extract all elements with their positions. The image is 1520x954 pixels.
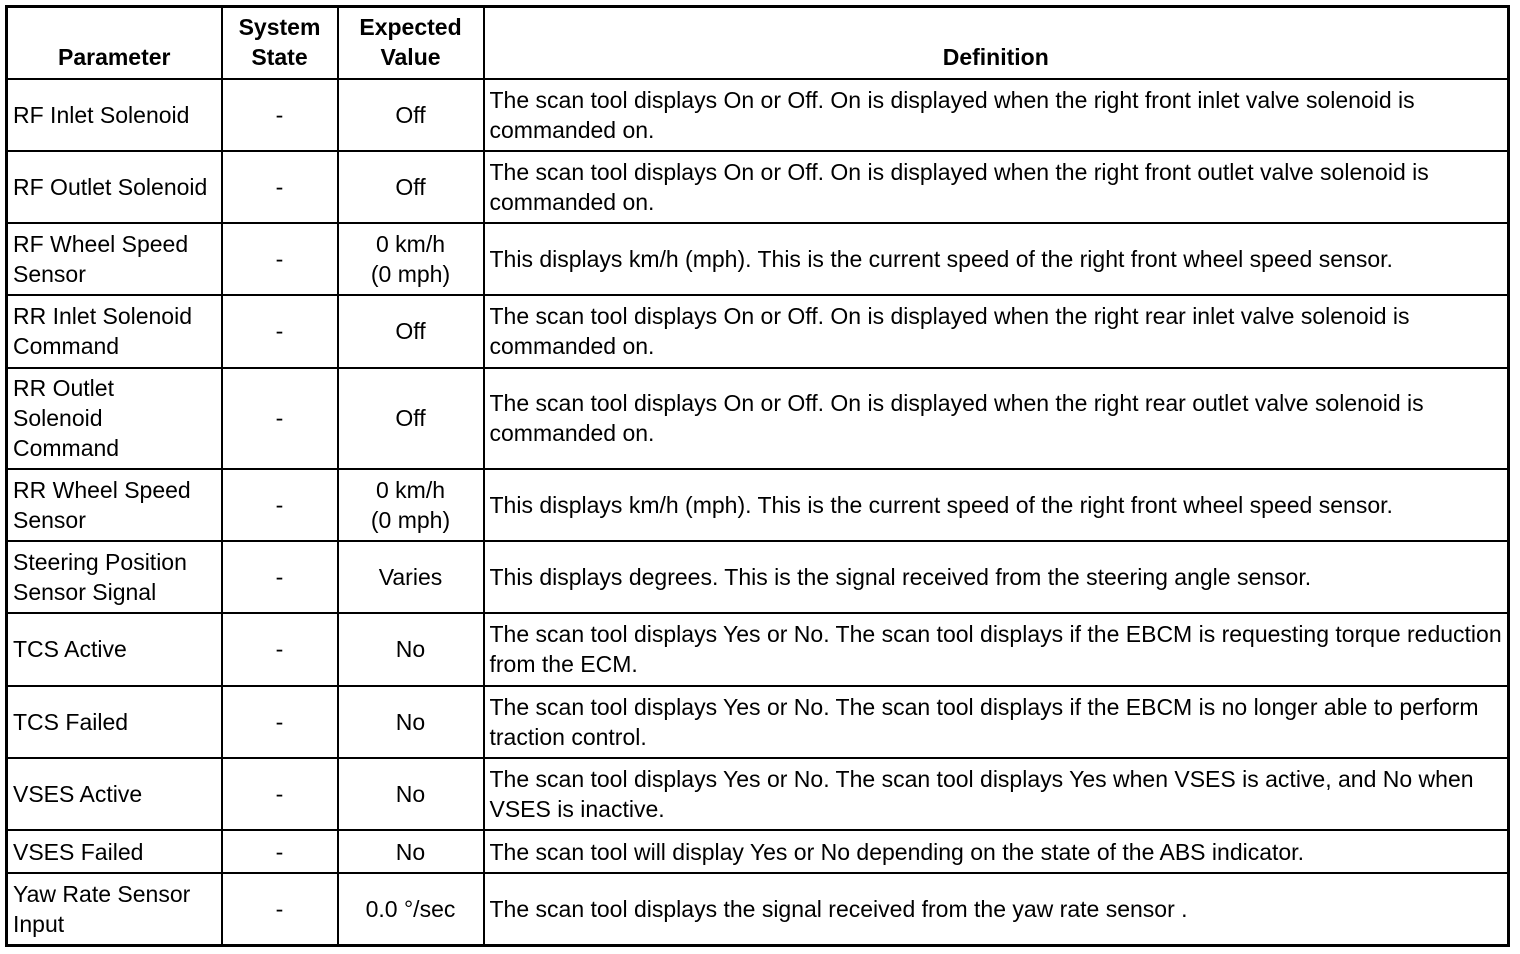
parameter-cell: Yaw Rate Sensor Input [7,873,222,945]
expected-value-cell: 0 km/h (0 mph) [338,223,484,295]
expected-value-cell: Off [338,151,484,223]
table-row [7,541,1509,613]
table-header-row [7,7,1509,79]
definition-cell: The scan tool displays Yes or No. The scan tool displays Yes when VSES is active, and No when VSES is inactive. [484,758,1509,830]
definition-cell: The scan tool will display Yes or No depending on the state of the ABS indicator. [484,830,1509,873]
parameter-cell: Steering Position Sensor Signal [7,541,222,613]
expected-value-cell: Off [338,368,484,469]
expected-value-cell: No [338,613,484,685]
table-row [7,830,1509,873]
table-row [7,469,1509,541]
table-row [7,758,1509,830]
expected-value-cell: 0 km/h (0 mph) [338,469,484,541]
definition-cell: The scan tool displays the signal received from the yaw rate sensor . [484,873,1509,945]
expected-value-cell: No [338,686,484,758]
definition-cell: The scan tool displays On or Off. On is displayed when the right rear outlet valve solenoid is commanded on. [484,368,1509,469]
system-state-cell: - [222,368,338,469]
system-state-cell: - [222,758,338,830]
system-state-cell: - [222,686,338,758]
parameter-cell: RF Inlet Solenoid [7,79,222,151]
table-row [7,79,1509,151]
table-row [7,151,1509,223]
definition-cell: The scan tool displays Yes or No. The scan tool displays if the EBCM is requesting torque reduction from the ECM. [484,613,1509,685]
definition-cell: The scan tool displays On or Off. On is displayed when the right front outlet valve solenoid is commanded on. [484,151,1509,223]
system-state-cell: - [222,469,338,541]
system-state-cell: - [222,295,338,367]
table-row [7,686,1509,758]
parameter-cell: RR Wheel Speed Sensor [7,469,222,541]
parameter-cell: RF Outlet Solenoid [7,151,222,223]
header-parameter: Parameter [7,7,222,79]
system-state-cell: - [222,830,338,873]
system-state-cell: - [222,151,338,223]
system-state-cell: - [222,79,338,151]
parameter-cell: TCS Active [7,613,222,685]
header-definition: Definition [484,7,1509,79]
table-row [7,368,1509,469]
parameter-cell: RR Outlet Solenoid Command [7,368,222,469]
expected-value-cell: Off [338,79,484,151]
parameter-cell: RF Wheel Speed Sensor [7,223,222,295]
parameter-cell: TCS Failed [7,686,222,758]
system-state-cell: - [222,223,338,295]
parameter-cell: VSES Active [7,758,222,830]
table-row [7,223,1509,295]
expected-value-cell: Varies [338,541,484,613]
parameter-cell: RR Inlet Solenoid Command [7,295,222,367]
table-row [7,295,1509,367]
definition-cell: This displays degrees. This is the signal received from the steering angle sensor. [484,541,1509,613]
system-state-cell: - [222,613,338,685]
table-row [7,873,1509,945]
definition-cell: This displays km/h (mph). This is the current speed of the right front wheel speed sensor. [484,469,1509,541]
expected-value-cell: 0.0 °/sec [338,873,484,945]
definition-cell: The scan tool displays Yes or No. The scan tool displays if the EBCM is no longer able to perform traction control. [484,686,1509,758]
parameter-cell: VSES Failed [7,830,222,873]
system-state-cell: - [222,873,338,945]
table-row [7,613,1509,685]
expected-value-cell: No [338,758,484,830]
expected-value-cell: No [338,830,484,873]
definition-cell: The scan tool displays On or Off. On is displayed when the right rear inlet valve solenoid is commanded on. [484,295,1509,367]
definition-cell: This displays km/h (mph). This is the current speed of the right front wheel speed sensor. [484,223,1509,295]
definition-cell: The scan tool displays On or Off. On is displayed when the right front inlet valve solenoid is commanded on. [484,79,1509,151]
header-system-state: System State [222,7,338,79]
system-state-cell: - [222,541,338,613]
parameter-table [5,5,1510,947]
header-expected-value: Expected Value [338,7,484,79]
expected-value-cell: Off [338,295,484,367]
